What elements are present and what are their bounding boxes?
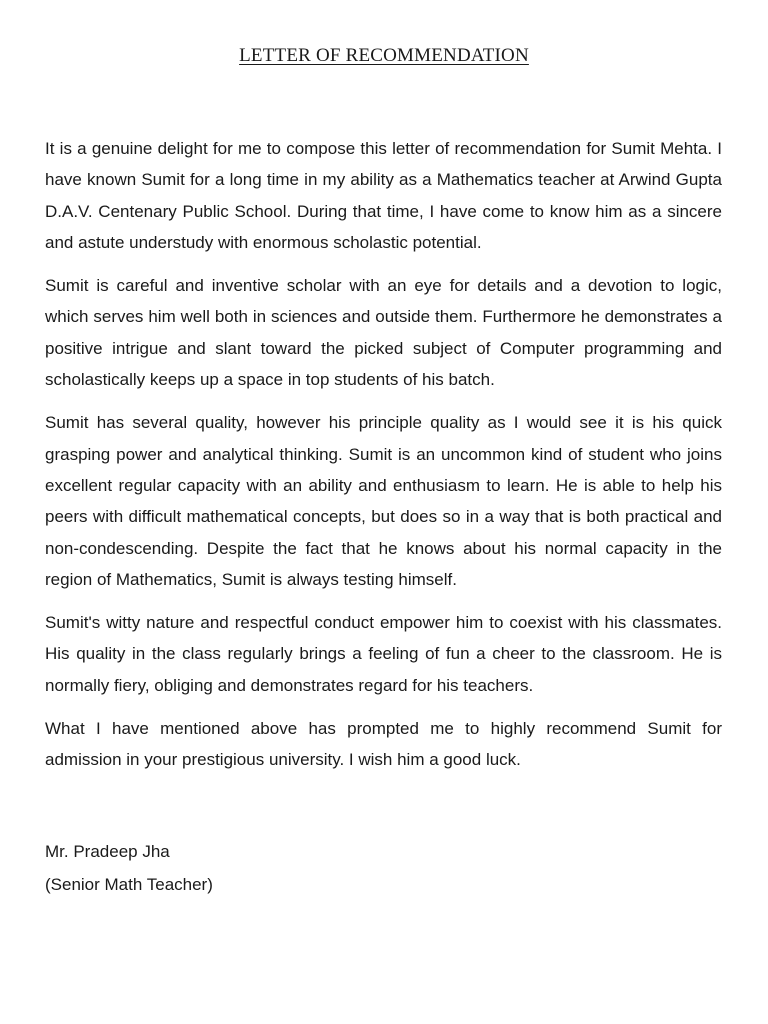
signer-name: Mr. Pradeep Jha <box>45 842 170 861</box>
letter-body <box>45 133 722 788</box>
letter-title: LETTER OF RECOMMENDATION <box>239 45 529 66</box>
paragraph-intro: It is a genuine delight for me to compose this letter of recommendation for Sumit Mehta. I have known Sumit for a long time in my ability as a Mathematics teacher at Arwind Gupta D.A.V. Centenary Public School. During that time, I have come to know him as a sincere and astute understudy with enormous scholastic potential. <box>45 139 722 252</box>
paragraph-recommendation: What I have mentioned above has prompted me to highly recommend Sumit for admission in your prestigious university. I wish him a good luck. <box>45 719 722 770</box>
signer-role: (Senior Math Teacher) <box>45 875 213 894</box>
paragraph-scholar: Sumit is careful and inventive scholar with an eye for details and a devotion to logic, which serves him well both in sciences and outside them. Furthermore he demonstrates a positive intrigue and slant toward the picked subject of Computer programming and scholastically keeps up a space in top students of his batch. <box>45 276 722 390</box>
signature-block <box>45 835 213 901</box>
paragraph-character: Sumit's witty nature and respectful conduct empower him to coexist with his classmates. His quality in the class regularly brings a feeling of fun a cheer to the classroom. He is normally fiery, obliging and demonstrates regard for his teachers. <box>45 613 722 695</box>
paragraph-quality: Sumit has several quality, however his principle quality as I would see it is his quick grasping power and analytical thinking. Sumit is an uncommon kind of student who joins excellent regular capacity with an ability and enthusiasm to learn. He is able to help his peers with difficult mathematical concepts, but does so in a way that is both practical and non-condescending. Despite the fact that he knows about his normal capacity in the region of Mathematics, Sumit is always testing himself. <box>45 413 722 589</box>
